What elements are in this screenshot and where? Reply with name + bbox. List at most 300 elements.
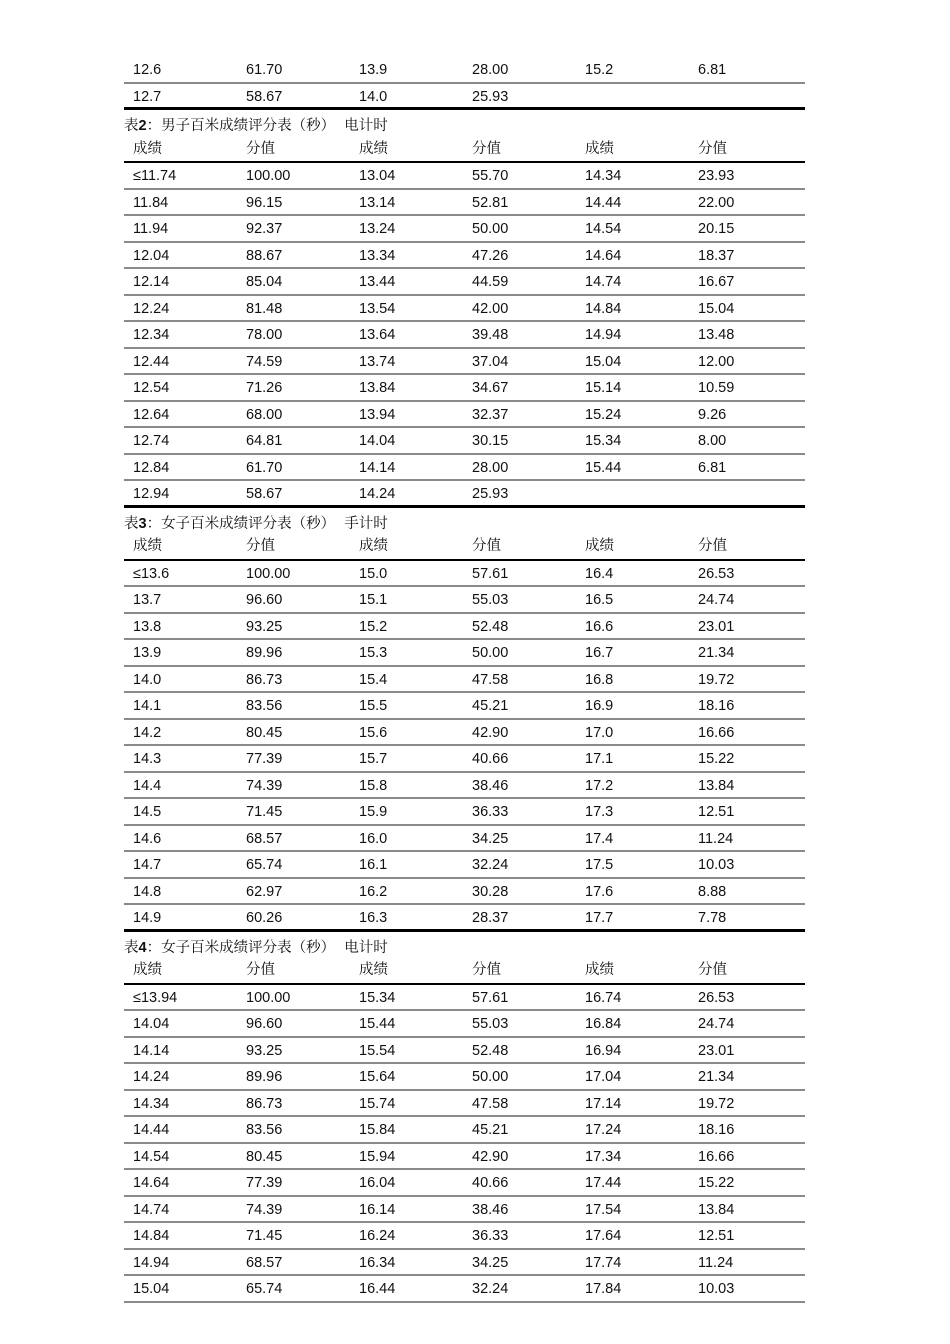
score-time-cell: 14.54	[133, 1148, 170, 1165]
score-points-cell: 32.24	[472, 1281, 509, 1297]
score-table-4	[124, 932, 805, 1303]
score-points-cell: 36.33	[472, 804, 509, 820]
score-time-cell: 17.6	[585, 883, 614, 900]
table-row	[124, 402, 805, 429]
score-time-cell: 12.44	[133, 353, 170, 370]
score-time-cell: 11.84	[133, 194, 169, 211]
column-header: 成绩	[359, 962, 388, 978]
score-points-cell: 12.51	[698, 1228, 735, 1244]
caption-number: 2	[138, 118, 147, 134]
score-points-cell: 13.84	[698, 777, 735, 794]
score-points-cell: 19.72	[698, 671, 735, 688]
score-time-cell: 14.34	[133, 1095, 170, 1112]
score-time-cell: 16.1	[359, 857, 388, 873]
score-points-cell: 42.90	[472, 1148, 509, 1165]
score-time-cell: 13.84	[359, 380, 396, 396]
score-time-cell: 15.74	[359, 1095, 396, 1112]
table-row	[124, 693, 805, 720]
score-points-cell: 52.81	[472, 194, 509, 211]
score-time-cell: 17.44	[585, 1175, 622, 1191]
table-header-row	[124, 534, 805, 561]
table-row	[124, 322, 805, 349]
score-time-cell: 16.84	[585, 1016, 622, 1032]
score-points-cell: 16.67	[698, 274, 735, 290]
score-points-cell: 18.16	[698, 698, 735, 714]
score-time-cell: 16.7	[585, 645, 614, 661]
score-time-cell: 16.2	[359, 883, 388, 900]
score-points-cell: 71.45	[246, 1228, 283, 1244]
score-points-cell: 12.51	[698, 804, 735, 820]
score-time-cell: 14.5	[133, 804, 162, 820]
score-points-cell: 68.57	[246, 1254, 283, 1271]
score-points-cell: 85.04	[246, 274, 283, 290]
score-time-cell: 14.34	[585, 168, 622, 184]
table-row	[124, 1117, 805, 1144]
table-row	[124, 1223, 805, 1250]
table-row	[124, 773, 805, 800]
score-points-cell: 52.48	[472, 618, 509, 635]
column-header: 分值	[246, 962, 275, 978]
table-row	[124, 799, 805, 826]
score-time-cell: 14.14	[359, 459, 396, 476]
score-time-cell: ≤11.74	[133, 168, 177, 184]
score-points-cell: 58.67	[246, 486, 283, 502]
score-points-cell: 23.01	[698, 1042, 735, 1059]
caption-number: 4	[138, 939, 147, 956]
score-time-cell: 12.24	[133, 300, 170, 317]
column-header: 成绩	[133, 140, 162, 157]
score-time-cell: 15.0	[359, 565, 388, 582]
column-header: 成绩	[359, 538, 388, 554]
score-time-cell: 14.04	[133, 1016, 170, 1032]
score-time-cell: 15.04	[133, 1281, 170, 1297]
score-time-cell: 14.0	[359, 88, 388, 105]
score-time-cell: 15.3	[359, 645, 388, 661]
score-time-cell: 13.14	[359, 194, 396, 211]
score-points-cell: 55.03	[472, 1016, 509, 1032]
score-time-cell: 14.24	[133, 1069, 170, 1085]
table-row	[124, 1250, 805, 1277]
score-points-cell: 26.53	[698, 565, 735, 582]
score-time-cell: 12.74	[133, 433, 170, 449]
score-time-cell: 14.8	[133, 883, 162, 900]
score-time-cell: 14.94	[585, 327, 622, 343]
score-time-cell: 15.2	[585, 62, 614, 78]
score-time-cell: 15.8	[359, 777, 388, 794]
score-time-cell: 14.84	[585, 300, 622, 317]
score-points-cell: 8.00	[698, 433, 727, 449]
score-time-cell: 12.04	[133, 247, 170, 264]
score-points-cell: 40.66	[472, 751, 509, 767]
score-time-cell: 13.24	[359, 221, 396, 237]
score-points-cell: 37.04	[472, 353, 509, 370]
score-time-cell: 15.84	[359, 1122, 396, 1138]
score-points-cell: 86.73	[246, 671, 283, 688]
score-time-cell: 17.24	[585, 1122, 622, 1138]
score-points-cell: 30.28	[472, 883, 509, 900]
score-points-cell: 83.56	[246, 698, 283, 714]
score-points-cell: 39.48	[472, 327, 509, 343]
score-time-cell: 12.34	[133, 327, 170, 343]
table-row	[124, 481, 805, 508]
score-time-cell: 13.74	[359, 353, 396, 370]
score-points-cell: 34.25	[472, 830, 509, 847]
score-points-cell: 10.03	[698, 1281, 735, 1297]
score-points-cell: 40.66	[472, 1175, 509, 1191]
score-points-cell: 38.46	[472, 1201, 509, 1218]
table-header-row	[124, 137, 805, 164]
table-row	[124, 985, 805, 1012]
score-points-cell: 71.45	[246, 804, 283, 820]
column-header: 成绩	[359, 140, 388, 157]
score-points-cell: 71.26	[246, 380, 283, 396]
score-points-cell: 6.81	[698, 62, 727, 78]
score-time-cell: 15.5	[359, 698, 388, 714]
score-points-cell: 42.90	[472, 724, 509, 741]
table-row	[124, 1170, 805, 1197]
score-time-cell: 15.64	[359, 1069, 396, 1085]
score-time-cell: 16.4	[585, 565, 614, 582]
score-time-cell: 14.74	[133, 1201, 170, 1218]
score-points-cell: 62.97	[246, 883, 283, 900]
column-header: 分值	[246, 140, 275, 157]
column-header: 分值	[472, 538, 501, 554]
score-points-cell: 89.96	[246, 1069, 283, 1085]
score-points-cell: 60.26	[246, 910, 283, 926]
score-points-cell: 74.59	[246, 353, 283, 370]
score-time-cell: 17.04	[585, 1069, 622, 1085]
table-row	[124, 826, 805, 853]
score-points-cell: 96.60	[246, 1016, 283, 1032]
score-points-cell: 100.00	[246, 565, 291, 582]
score-time-cell: 15.44	[359, 1016, 396, 1032]
score-time-cell: 17.34	[585, 1148, 622, 1165]
score-points-cell: 36.33	[472, 1228, 509, 1244]
score-time-cell: 14.94	[133, 1254, 170, 1271]
score-time-cell: 17.3	[585, 804, 614, 820]
score-time-cell: 15.44	[585, 459, 622, 476]
table-row	[124, 455, 805, 482]
table-row	[124, 1197, 805, 1224]
score-time-cell: 17.5	[585, 857, 614, 873]
column-header: 分值	[698, 962, 727, 978]
score-points-cell: 83.56	[246, 1122, 283, 1138]
score-points-cell: 16.66	[698, 1148, 735, 1165]
score-points-cell: 68.00	[246, 406, 283, 423]
score-points-cell: 92.37	[246, 221, 283, 237]
score-time-cell: 16.14	[359, 1201, 396, 1218]
score-time-cell: 17.0	[585, 724, 614, 741]
caption-prefix: 表	[124, 118, 139, 134]
score-points-cell: 74.39	[246, 777, 283, 794]
score-points-cell: 12.00	[698, 353, 735, 370]
score-points-cell: 58.67	[246, 88, 283, 105]
table-row	[124, 852, 805, 879]
score-points-cell: 11.24	[698, 830, 734, 847]
score-points-cell: 96.60	[246, 592, 283, 608]
score-time-cell: 14.7	[133, 857, 162, 873]
column-header: 成绩	[585, 962, 614, 978]
score-time-cell: 15.24	[585, 406, 622, 423]
score-points-cell: 24.74	[698, 1016, 735, 1032]
score-time-cell: 15.2	[359, 618, 388, 635]
score-points-cell: 32.24	[472, 857, 509, 873]
score-points-cell: 65.74	[246, 1281, 283, 1297]
score-points-cell: 68.57	[246, 830, 283, 847]
score-time-cell: 15.6	[359, 724, 388, 741]
score-time-cell: 14.44	[133, 1122, 170, 1138]
score-time-cell: 14.44	[585, 194, 622, 211]
score-points-cell: 10.59	[698, 380, 735, 396]
score-time-cell: 16.34	[359, 1254, 396, 1271]
table-row	[124, 1038, 805, 1065]
column-header: 成绩	[585, 140, 614, 157]
score-points-cell: 9.26	[698, 406, 727, 423]
column-header: 分值	[472, 140, 501, 157]
score-time-cell: 17.2	[585, 777, 614, 794]
score-points-cell: 18.16	[698, 1122, 735, 1138]
score-points-cell: 47.58	[472, 671, 509, 688]
score-points-cell: 6.81	[698, 459, 727, 476]
score-time-cell: 12.64	[133, 406, 170, 423]
score-time-cell: 16.44	[359, 1281, 396, 1297]
column-header: 分值	[698, 140, 727, 157]
score-points-cell: 25.93	[472, 486, 509, 502]
score-points-cell: 15.22	[698, 751, 735, 767]
score-time-cell: 14.4	[133, 777, 162, 794]
table-row	[124, 561, 805, 588]
score-time-cell: 13.7	[133, 592, 162, 608]
table-row	[124, 1091, 805, 1118]
score-points-cell: 28.37	[472, 910, 509, 926]
score-points-cell: 13.48	[698, 327, 735, 343]
score-time-cell: 17.54	[585, 1201, 622, 1218]
score-time-cell: 13.64	[359, 327, 396, 343]
score-time-cell: 15.14	[585, 380, 622, 396]
score-time-cell: 13.44	[359, 274, 396, 290]
caption-title: ：女子百米成绩评分表（秒） 电计时	[146, 939, 388, 956]
score-time-cell: 13.34	[359, 247, 396, 264]
score-time-cell: 14.64	[133, 1175, 170, 1191]
score-points-cell: 88.67	[246, 247, 283, 264]
score-points-cell: 50.00	[472, 1069, 509, 1085]
table-row	[124, 1276, 805, 1303]
score-time-cell: 13.04	[359, 168, 396, 184]
score-points-cell: 45.21	[472, 698, 509, 714]
score-time-cell: 16.94	[585, 1042, 622, 1059]
score-points-cell: 61.70	[246, 62, 283, 78]
score-time-cell: 16.9	[585, 698, 614, 714]
table-row	[124, 163, 805, 190]
score-table-2	[124, 110, 805, 508]
column-header: 分值	[246, 538, 275, 554]
score-time-cell: 15.34	[585, 433, 622, 449]
score-time-cell: 16.74	[585, 989, 622, 1006]
table-row	[124, 746, 805, 773]
score-points-cell: 57.61	[472, 565, 509, 582]
score-points-cell: 15.04	[698, 300, 735, 317]
score-points-cell: 52.48	[472, 1042, 509, 1059]
table-row	[124, 57, 805, 84]
score-points-cell: 55.03	[472, 592, 509, 608]
score-points-cell: 74.39	[246, 1201, 283, 1218]
score-points-cell: 57.61	[472, 989, 509, 1006]
score-points-cell: 77.39	[246, 751, 283, 767]
score-time-cell: 14.2	[133, 724, 162, 741]
score-points-cell: 45.21	[472, 1122, 509, 1138]
score-points-cell: 93.25	[246, 618, 283, 635]
table-row	[124, 190, 805, 217]
score-time-cell: 16.24	[359, 1228, 396, 1244]
score-time-cell: 17.1	[585, 751, 614, 767]
score-time-cell: 13.94	[359, 406, 396, 423]
score-points-cell: 21.34	[698, 645, 735, 661]
score-points-cell: 13.84	[698, 1201, 735, 1218]
score-points-cell: 19.72	[698, 1095, 735, 1112]
column-header: 成绩	[133, 962, 162, 978]
table-row	[124, 1011, 805, 1038]
score-points-cell: 50.00	[472, 645, 509, 661]
score-time-cell: 16.8	[585, 671, 614, 688]
score-time-cell: 12.94	[133, 486, 170, 502]
score-time-cell: 13.8	[133, 618, 162, 635]
table-row	[124, 720, 805, 747]
table-row	[124, 296, 805, 323]
table-caption-text	[124, 512, 388, 533]
score-time-cell: 15.94	[359, 1148, 396, 1165]
table-row	[124, 243, 805, 270]
column-header: 分值	[698, 538, 727, 554]
score-time-cell: 12.54	[133, 380, 170, 396]
caption-title: ：女子百米成绩评分表（秒） 手计时	[146, 515, 388, 532]
score-points-cell: 81.48	[246, 300, 283, 317]
score-points-cell: 78.00	[246, 327, 283, 343]
score-time-cell: 14.14	[133, 1042, 170, 1059]
score-time-cell: 14.84	[133, 1228, 170, 1244]
score-points-cell: 15.22	[698, 1175, 735, 1191]
score-points-cell: 77.39	[246, 1175, 283, 1191]
score-time-cell: 14.6	[133, 830, 162, 847]
score-time-cell: 17.84	[585, 1281, 622, 1297]
score-time-cell: 16.0	[359, 830, 388, 847]
score-time-cell: 17.7	[585, 910, 614, 926]
score-points-cell: 96.15	[246, 194, 283, 211]
column-header: 成绩	[133, 538, 162, 554]
score-time-cell: 14.74	[585, 274, 622, 290]
score-time-cell: 17.64	[585, 1228, 622, 1244]
table-header-row	[124, 958, 805, 985]
score-points-cell: 65.74	[246, 857, 283, 873]
score-points-cell: 80.45	[246, 1148, 283, 1165]
score-time-cell: 11.94	[133, 221, 169, 237]
table-row	[124, 216, 805, 243]
score-points-cell: 30.15	[472, 433, 509, 449]
score-points-cell: 34.67	[472, 380, 509, 396]
score-time-cell: 15.34	[359, 989, 396, 1006]
table-row	[124, 640, 805, 667]
score-points-cell: 61.70	[246, 459, 283, 476]
score-points-cell: 55.70	[472, 168, 509, 184]
score-points-cell: 20.15	[698, 221, 735, 237]
score-points-cell: 64.81	[246, 433, 283, 449]
score-points-cell: 24.74	[698, 592, 735, 608]
table-row	[124, 905, 805, 932]
score-points-cell: 100.00	[246, 989, 291, 1006]
table-caption	[124, 932, 805, 959]
score-time-cell: 17.14	[585, 1095, 622, 1112]
score-points-cell: 86.73	[246, 1095, 283, 1112]
score-points-cell: 93.25	[246, 1042, 283, 1059]
caption-prefix: 表	[124, 939, 139, 956]
column-header: 分值	[472, 962, 501, 978]
table-row	[124, 667, 805, 694]
score-time-cell: 16.5	[585, 592, 614, 608]
score-time-cell: ≤13.6	[133, 565, 170, 582]
column-header: 成绩	[585, 538, 614, 554]
score-time-cell: 13.54	[359, 300, 396, 317]
score-points-cell: 28.00	[472, 62, 509, 78]
caption-number: 3	[138, 515, 147, 532]
table-caption-text	[124, 114, 388, 135]
table-row	[124, 269, 805, 296]
table-row	[124, 614, 805, 641]
score-time-cell: 15.54	[359, 1042, 396, 1059]
score-time-cell: 16.3	[359, 910, 388, 926]
score-points-cell: 34.25	[472, 1254, 509, 1271]
score-time-cell: 16.6	[585, 618, 614, 635]
score-points-cell: 23.93	[698, 168, 735, 184]
score-time-cell: 14.24	[359, 486, 396, 502]
score-points-cell: 18.37	[698, 247, 735, 264]
score-points-cell: 26.53	[698, 989, 735, 1006]
score-time-cell: 14.9	[133, 910, 162, 926]
score-time-cell: 14.1	[133, 698, 162, 714]
caption-title: ：男子百米成绩评分表（秒） 电计时	[146, 118, 388, 134]
score-time-cell: 14.04	[359, 433, 396, 449]
table-row	[124, 84, 805, 111]
score-time-cell: 14.64	[585, 247, 622, 264]
score-time-cell: 17.74	[585, 1254, 622, 1271]
score-points-cell: 89.96	[246, 645, 283, 661]
score-points-cell: 21.34	[698, 1069, 735, 1085]
table-row	[124, 349, 805, 376]
score-points-cell: 38.46	[472, 777, 509, 794]
score-points-cell: 47.58	[472, 1095, 509, 1112]
table-caption-text	[124, 936, 388, 957]
table-caption	[124, 110, 805, 137]
score-time-cell: 12.6	[133, 62, 162, 78]
score-time-cell: 13.9	[133, 645, 162, 661]
score-points-cell: 44.59	[472, 274, 509, 290]
score-time-cell: 16.04	[359, 1175, 396, 1191]
score-time-cell: 17.4	[585, 830, 614, 847]
score-time-cell: ≤13.94	[133, 989, 178, 1006]
score-time-cell: 13.9	[359, 62, 388, 78]
score-points-cell: 32.37	[472, 406, 509, 423]
table-row	[124, 428, 805, 455]
score-points-cell: 100.00	[246, 168, 291, 184]
score-points-cell: 7.78	[698, 910, 727, 926]
score-time-cell: 14.54	[585, 221, 622, 237]
score-points-cell: 80.45	[246, 724, 283, 741]
score-time-cell: 15.4	[359, 671, 388, 688]
score-time-cell: 12.14	[133, 274, 170, 290]
score-table-3	[124, 508, 805, 932]
table-row	[124, 1064, 805, 1091]
score-points-cell: 42.00	[472, 300, 509, 317]
score-time-cell: 15.7	[359, 751, 388, 767]
score-points-cell: 8.88	[698, 883, 727, 900]
